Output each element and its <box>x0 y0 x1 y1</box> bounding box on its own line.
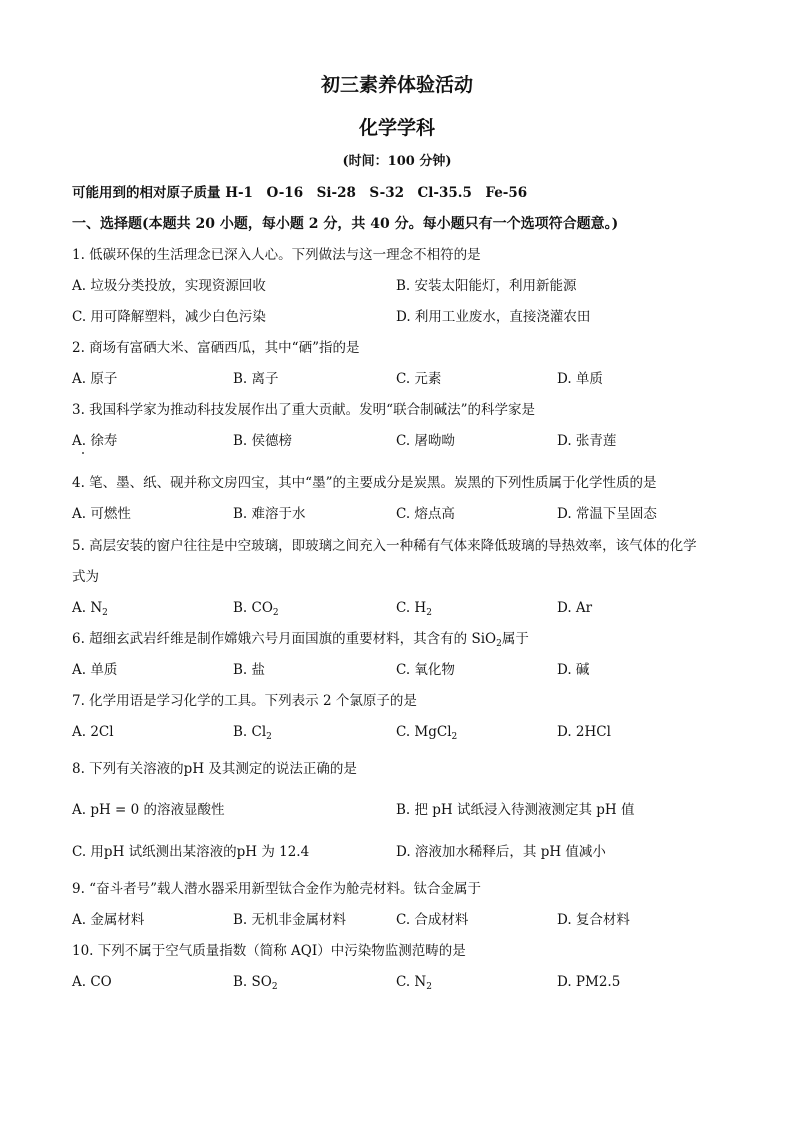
q2-option-b: B. 离子 <box>233 371 279 387</box>
section-heading: 一、选择题(本题共 20 小题，每小题 2 分，共 40 分。每小题只有一个选项符合题意。) <box>72 216 619 232</box>
q6-option-d: D. 碱 <box>557 662 590 678</box>
q4-option-a: A. 可燃性 <box>72 506 131 522</box>
q4-option-b: B. 难溶于水 <box>233 506 306 522</box>
q10-option-b: B. $SO_2$ <box>233 974 278 992</box>
q1-option-a: A. 垃圾分类投放，实现资源回收 <box>72 278 266 294</box>
q9-option-c: C. 合成材料 <box>396 912 469 928</box>
q3-option-d: D. 张青莲 <box>557 433 617 449</box>
question-1-stem: 1. 低碳环保的生活理念已深入人心。下列做法与这一理念不相符的是 <box>72 247 481 263</box>
q6-option-b: B. 盐 <box>233 662 266 678</box>
q8-option-a: A. pH = 0 的溶液显酸性 <box>72 802 225 818</box>
q7-option-d: D. 2HCl <box>557 724 611 740</box>
question-7-stem: 7. 化学用语是学习化学的工具。下列表示 2 个氯原子的是 <box>72 693 417 709</box>
q5-option-a: A. $N_2$ <box>72 600 108 618</box>
question-9-stem: 9. “奋斗者号”载人潜水器采用新型钛合金作为舱壳材料。钛合金属于 <box>72 881 481 897</box>
q3-option-a: A. 徐寿 <box>72 433 118 449</box>
q1-option-c: C. 用可降解塑料，减少白色污染 <box>72 309 266 325</box>
q2-option-a: A. 原子 <box>72 371 118 387</box>
q1-option-b: B. 安装太阳能灯，利用新能源 <box>396 278 577 294</box>
q3-option-c: C. 屠呦呦 <box>396 433 455 449</box>
question-10-stem: 10. 下列不属于空气质量指数（简称 AQI）中污染物监测范畴的是 <box>72 943 466 959</box>
q8-option-c: C. 用pH 试纸测出某溶液的pH 为 12.4 <box>72 844 310 860</box>
q6-option-c: C. 氧化物 <box>396 662 455 678</box>
q2-option-c: C. 元素 <box>396 371 442 387</box>
q1-option-d: D. 利用工业废水，直接浇灌农田 <box>396 309 591 325</box>
atomic-masses: 可能用到的相对原子质量 H-1 O-16 Si-28 S-32 Cl-35.5 Fe-56 <box>72 185 528 201</box>
q9-option-d: D. 复合材料 <box>557 912 630 928</box>
q3-option-b: B. 侯德榜 <box>233 433 293 449</box>
stray-dot <box>82 452 84 454</box>
question-4-stem: 4. 笔、墨、纸、砚并称文房四宝，其中“墨”的主要成分是炭黑。炭黑的下列性质属于化学性质的是 <box>72 475 657 491</box>
subject-title: 化学学科 <box>358 117 435 139</box>
question-6-stem: 6. 超细玄武岩纤维是制作嫦娥六号月面国旗的重要材料，其含有的 SiO$_2$属于 <box>72 631 529 649</box>
question-5-stem-line-1: 5. 高层安装的窗户往往是中空玻璃，即玻璃之间充入一种稀有气体来降低玻璃的导热效率，该气体的化学 <box>72 538 697 554</box>
time-limit: (时间：100 分钟) <box>342 154 452 169</box>
q2-option-d: D. 单质 <box>557 371 603 387</box>
question-5-stem-line-2: 式为 <box>72 569 99 585</box>
question-3-stem: 3. 我国科学家为推动科技发展作出了重大贡献。发明“联合制碱法”的科学家是 <box>72 402 535 418</box>
q9-option-a: A. 金属材料 <box>72 912 145 928</box>
q8-option-d: D. 溶液加水稀释后，其 pH 值减小 <box>396 844 606 860</box>
q5-option-b: B. $CO_2$ <box>233 600 279 618</box>
q7-option-c: C. MgCl$_2$ <box>396 724 458 742</box>
q10-option-a: A. CO <box>72 974 112 990</box>
question-8-stem: 8. 下列有关溶液的pH 及其测定的说法正确的是 <box>72 761 357 777</box>
q9-option-b: B. 无机非金属材料 <box>233 912 347 928</box>
question-2-stem: 2. 商场有富硒大米、富硒西瓜，其中“硒”指的是 <box>72 340 360 356</box>
q10-option-d: D. PM2.5 <box>557 974 621 990</box>
q4-option-d: D. 常温下呈固态 <box>557 506 657 522</box>
q8-option-b: B. 把 pH 试纸浸入待测液测定其 pH 值 <box>396 802 635 818</box>
q7-option-a: A. 2Cl <box>72 724 114 740</box>
q7-option-b: B. $Cl_2$ <box>233 724 272 742</box>
q10-option-c: C. $N_2$ <box>396 974 432 992</box>
q4-option-c: C. 熔点高 <box>396 506 455 522</box>
q5-option-c: C. $H_2$ <box>396 600 432 618</box>
q5-option-d: D. Ar <box>557 600 593 616</box>
q6-option-a: A. 单质 <box>72 662 118 678</box>
exam-title: 初三素养体验活动 <box>320 74 473 96</box>
